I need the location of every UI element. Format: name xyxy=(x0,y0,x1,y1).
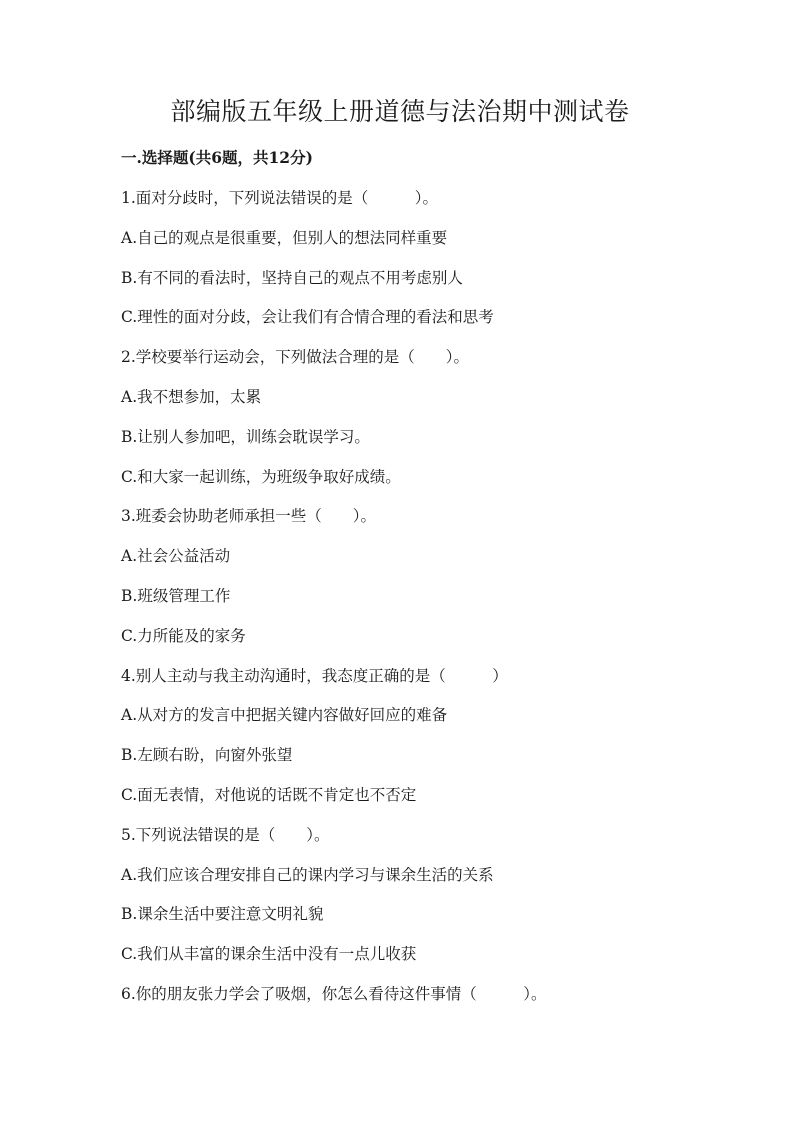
question-3-option-a: A.社会公益活动 xyxy=(121,547,231,566)
question-4: 4.别人主动与我主动沟通时，我态度正确的是（ ） xyxy=(121,666,508,685)
question-3: 3.班委会协助老师承担一些（ ）。 xyxy=(121,507,377,526)
question-5-option-a: A.我们应该合理安排自己的课内学习与课余生活的关系 xyxy=(121,865,494,884)
section-heading: 一.选择题(共6题，共12分) xyxy=(121,148,313,167)
question-list xyxy=(121,186,761,1022)
question-4-option-c: C.面无表情，对他说的话既不肯定也不否定 xyxy=(121,785,417,804)
question-1-option-b: B.有不同的看法时，坚持自己的观点不用考虑别人 xyxy=(121,268,463,287)
question-5-option-c: C.我们从丰富的课余生活中没有一点儿收获 xyxy=(121,945,417,964)
page-title: 部编版五年级上册道德与法治期中测试卷 xyxy=(170,97,630,126)
question-2-option-a: A.我不想参加，太累 xyxy=(121,387,262,406)
question-1-option-c: C.理性的面对分歧，会让我们有合情合理的看法和思考 xyxy=(121,308,494,327)
question-4-option-a: A.从对方的发言中把据关键内容做好回应的难备 xyxy=(121,706,448,725)
question-5-option-b: B.课余生活中要注意文明礼貌 xyxy=(121,905,324,924)
question-1-option-a: A.自己的观点是很重要，但别人的想法同样重要 xyxy=(121,228,448,247)
question-4-option-b: B.左顾右盼，向窗外张望 xyxy=(121,746,293,765)
question-2-option-c: C.和大家一起训练，为班级争取好成绩。 xyxy=(121,467,401,486)
question-2-option-b: B.让别人参加吧，训练会耽误学习。 xyxy=(121,427,370,446)
question-3-option-c: C.力所能及的家务 xyxy=(121,626,246,645)
question-3-option-b: B.班级管理工作 xyxy=(121,586,231,605)
question-1: 1.面对分歧时，下列说法错误的是（ ）。 xyxy=(121,189,439,207)
question-5: 5.下列说法错误的是（ ）。 xyxy=(121,825,330,844)
question-6: 6.你的朋友张力学会了吸烟，你怎么看待这件事情（ ）。 xyxy=(121,984,547,1003)
question-2: 2.学校要举行运动会，下列做法合理的是（ ）。 xyxy=(121,348,470,367)
